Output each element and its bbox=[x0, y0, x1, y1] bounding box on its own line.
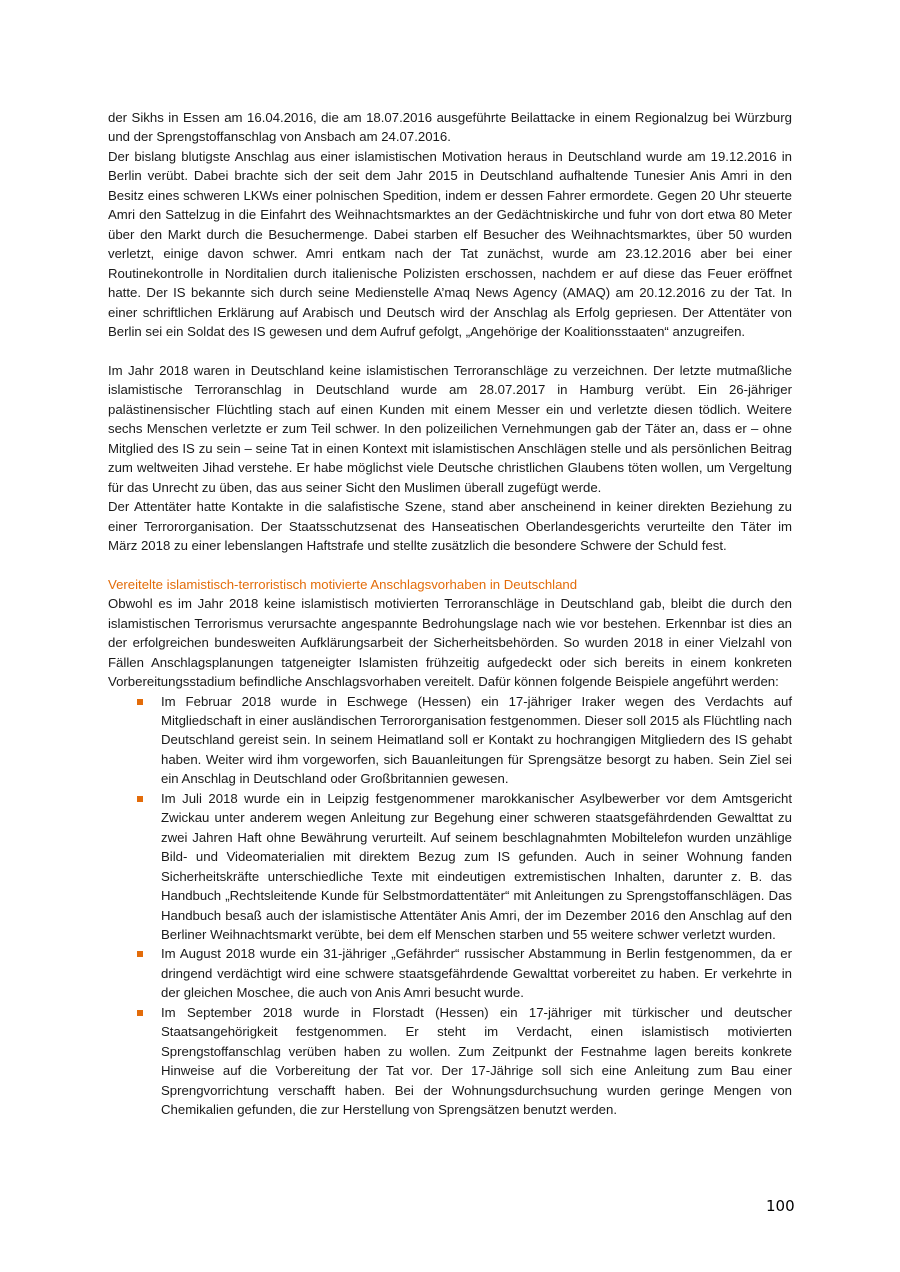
list-item-text: Im September 2018 wurde in Florstadt (Hessen) ein 17-jähriger mit türkischer und deutscher Staatsangehörigkeit festgenommen. Er steht im Verdacht, einen islamistisch motivierten Sprengstoffanschlag verüben haben zu wollen. Zum Zeitpunkt der Festnahme lagen bereits konkrete Hinweise auf die Vorbereitung der Tat vor. Der 17-Jährige soll sich eine Anleitung zum Bau einer Sprengvorrichtung verschafft haben. Bei der Wohnungsdurchsuchung wurden geringe Mengen von Chemikalien gefunden, die zur Herstellung von Sprengsätzen benutzt werden. bbox=[161, 1004, 792, 1118]
page-number: 100 bbox=[766, 1197, 795, 1215]
section-heading: Vereitelte islamistisch-terroristisch motivierte Anschlagsvorhaben in Deutschland bbox=[108, 576, 578, 592]
page-body bbox=[108, 108, 792, 1120]
paragraph: Im Jahr 2018 waren in Deutschland keine islamistischen Terroranschläge zu verzeichnen. Der letzte mutmaßliche islamistische Terroranschlag in Deutschland wurde am 28.07.2017 in Hamburg verübt. Ein 26-jähriger palästinensischer Flüchtling stach auf einen Kunden mit einem Messer ein und verletzte diesen tödlich. Weitere sechs Menschen verletzte er zum Teil schwer. In den polizeilichen Vernehmungen gab der Täter an, dass er – ohne Mitglied des IS zu sein – seine Tat in einen Kontext mit islamistischen Anschlägen stelle und als persönlichen Beitrag zum weltweiten Jihad verstehe. Er habe möglichst viele Deutsche christlichen Glaubens töten wollen, um Vergeltung für das Unrecht zu üben, das aus seiner Sicht den Muslimen überall zugefügt werde. bbox=[108, 362, 792, 495]
list-item bbox=[108, 789, 792, 945]
square-bullet-icon bbox=[137, 796, 143, 802]
list-item bbox=[108, 692, 792, 789]
list-item-text: Im August 2018 wurde ein 31-jähriger „Gefährder“ russischer Abstammung in Berlin festgenommen, da er dringend verdächtigt wird eine schwere staatsgefährdende Gewalttat vorbereitet zu haben. Er verkehrte in der gleichen Moschee, die auch von Anis Amri besucht wurde. bbox=[161, 946, 792, 1001]
list-item bbox=[108, 944, 792, 1002]
paragraph: Der bislang blutigste Anschlag aus einer islamistischen Motivation heraus in Deutschland wurde am 19.12.2016 in Berlin verübt. Dabei brachte sich der seit dem Jahr 2015 in Deutschland aufhaltende Tunesier Anis Amri in den Besitz eines schweren LKWs einer polnischen Spedition, indem er dessen Fahrer ermordete. Gegen 20 Uhr steuerte Amri den Sattelzug in die Einfahrt des Weihnachtsmarktes an der Gedächtniskirche und fuhr von dort etwa 80 Meter über den Markt durch die Besuchermenge. Dabei starben elf Besucher des Weihnachtsmarktes, über 50 wurden verletzt, einige davon schwer. Amri entkam nach der Tat zunächst, wurde am 23.12.2016 aber bei einer Routinekontrolle in Norditalien durch italienische Polizisten erschossen, nachdem er auf diese das Feuer eröffnet hatte. Der IS bekannte sich durch seine Medienstelle A’maq News Agency (AMAQ) am 20.12.2016 zu der Tat. In einer schriftlichen Erklärung auf Arabisch und Deutsch wird der Anschlag als Erfolg gepriesen. Der Attentäter von Berlin sei ein Soldat des IS gewesen und dem Aufruf gefolgt, „Angehörige der Koalitionsstaaten“ anzugreifen. bbox=[108, 148, 792, 339]
paragraph: Der Attentäter hatte Kontakte in die salafistische Szene, stand aber anscheinend in keiner direkten Beziehung zu einer Terrororganisation. Der Staatsschutzsenat des Hanseatischen Oberlandesgerichts verurteilte den Täter im März 2018 zu einer lebenslangen Haftstrafe und stellte zusätzlich die besondere Schwere der Schuld fest. bbox=[108, 499, 792, 553]
list-item bbox=[108, 1003, 792, 1120]
square-bullet-icon bbox=[137, 699, 143, 705]
square-bullet-icon bbox=[137, 951, 143, 957]
square-bullet-icon bbox=[137, 1010, 143, 1016]
list-item-text: Im Februar 2018 wurde in Eschwege (Hessen) ein 17-jähriger Iraker wegen des Verdachts auf Mitgliedschaft in einer ausländischen Terrororganisation festgenommen. Dieser soll 2015 als Flüchtling nach Deutschland gereist sein. In seinem Heimatland soll er Kontakt zu hochrangigen Mitgliedern des IS gehabt haben. Weiter wird ihm vorgeworfen, sich Bauanleitungen für Sprengsätze besorgt zu haben. Sein Ziel sei ein Anschlag in Deutschland oder Großbritannien gewesen. bbox=[161, 693, 792, 787]
section-intro: Obwohl es im Jahr 2018 keine islamistisch motivierten Terroranschläge in Deutschland gab, bleibt die durch den islamistischen Terrorismus verursachte angespannte Bedrohungslage nach wie vor bestehen. Erkennbar ist dies an der erfolgreichen bundesweiten Aufklärungsarbeit der Sicherheitsbehörden. So wurden 2018 in einer Vielzahl von Fällen Anschlagsplanungen tatgeneigter Islamisten frühzeitig aufgedeckt oder sich bereits in einem konkreten Vorbereitungsstadium befindliche Anschlagsvorhaben vereitelt. Dafür können folgende Beispiele angeführt werden: bbox=[108, 596, 792, 690]
bullet-list bbox=[108, 692, 792, 1120]
list-item-text: Im Juli 2018 wurde ein in Leipzig festgenommener marokkanischer Asylbewerber vor dem Amtsgericht Zwickau unter anderem wegen Anleitung zur Begehung einer schweren staatsgefährdenden Gewalttat zu zwei Jahren Haft ohne Bewährung verurteilt. Auf seinem beschlagnahmten Mobiltelefon wurden unzählige Bild- und Videomaterialien mit direktem Bezug zum IS gefunden. Auch in seiner Wohnung fanden Sicherheitskräfte unterschiedliche Texte mit eindeutigen extremistischen Inhalten, darunter z. B. das Handbuch „Rechtsleitende Kunde für Selbstmordattentäter“ mit Anleitungen zu Sprengstoffanschlägen. Das Handbuch besaß auch der islamistische Attentäter Anis Amri, der im Dezember 2016 den Anschlag auf den Berliner Weihnachtsmarkt verübte, bei dem elf Menschen starben und 55 weitere schwer verletzt wurden. bbox=[161, 790, 792, 942]
paragraph-gap bbox=[108, 341, 792, 360]
paragraph: der Sikhs in Essen am 16.04.2016, die am 18.07.2016 ausgeführte Beilattacke in einem Regionalzug bei Würzburg und der Sprengstoffanschlag von Ansbach am 24.07.2016. bbox=[108, 110, 792, 145]
paragraph-gap bbox=[108, 555, 792, 574]
